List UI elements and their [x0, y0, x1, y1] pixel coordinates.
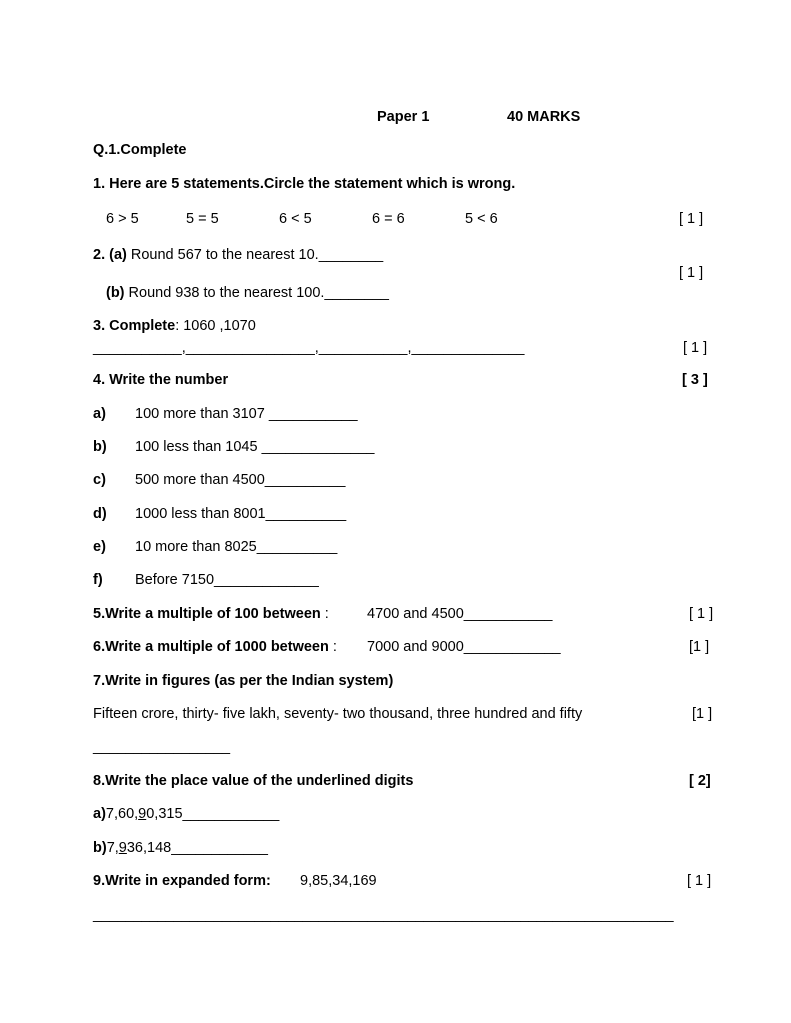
q7-heading: 7.Write in figures (as per the Indian system): [93, 673, 394, 689]
q8a-label: a): [93, 806, 106, 822]
q4-item-text: 100 less than 1045 ______________: [135, 439, 375, 455]
q1-mark: [ 1 ]: [679, 211, 704, 227]
q1-heading: 1. Here are 5 statements.Circle the statement which is wrong.: [93, 176, 516, 192]
q4-item-text: 100 more than 3107 ___________: [135, 406, 358, 422]
q4-mark: [ 3 ]: [682, 372, 708, 388]
q9-label: 9.Write in expanded form:: [93, 873, 271, 889]
q5-mark: [ 1 ]: [689, 606, 714, 622]
q9-answer-blank: ________________________________________________________________________: [93, 907, 674, 923]
q6-sep: :: [328, 639, 337, 655]
q2-mark: [ 1 ]: [679, 265, 704, 281]
q2b-label: (b): [106, 285, 125, 301]
q4-item-label: b): [93, 439, 107, 455]
q4-heading: 4. Write the number: [93, 372, 229, 388]
q9-text: 9,85,34,169: [300, 873, 377, 889]
q4-item-text: 10 more than 8025__________: [135, 539, 338, 555]
q8a-pre: 7,60,: [105, 806, 139, 822]
q8a-line: [93, 805, 279, 823]
q5-question: [93, 605, 329, 623]
q3-mark: [ 1 ]: [683, 340, 708, 356]
q4-item-label: a): [93, 406, 106, 422]
q5-sep: :: [320, 606, 329, 622]
q8b-label: b): [93, 840, 107, 856]
q8b-line: [93, 839, 268, 857]
q4-item-label: d): [93, 506, 107, 522]
q6-label: 6.Write a multiple of 1000 between: [93, 639, 329, 655]
q3-text: : 1060 ,1070: [175, 318, 256, 334]
q8-mark: [ 2]: [689, 773, 711, 789]
q4-item-text: 500 more than 4500__________: [135, 472, 346, 488]
q7-text: Fifteen crore, thirty- five lakh, seventy- two thousand, three hundred and fifty: [93, 706, 583, 722]
q4-item-label: e): [93, 539, 106, 555]
total-marks: 40 MARKS: [507, 109, 581, 125]
q7-answer-blank: _________________: [93, 739, 231, 755]
q5-label: 5.Write a multiple of 100 between: [93, 606, 321, 622]
q2a-label: 2. (a): [93, 247, 127, 263]
q1-statement: 5 < 6: [465, 211, 498, 227]
q1-statement: 6 < 5: [279, 211, 312, 227]
q8b-underlined-digit: 9: [118, 840, 127, 856]
q2b-line: [106, 284, 389, 302]
q4-item-text: Before 7150_____________: [135, 572, 319, 588]
q7-mark: [1 ]: [692, 706, 713, 722]
q4-item-label: c): [93, 472, 106, 488]
q6-text: 7000 and 9000____________: [367, 639, 561, 655]
q8-heading: 8.Write the place value of the underlined digits: [93, 773, 414, 789]
q8a-underlined-digit: 9: [138, 806, 147, 822]
q3-blanks: ___________,________________,___________,______________: [93, 340, 525, 356]
q8b-pre: 7,: [106, 840, 119, 856]
q6-question: [93, 638, 337, 656]
q2b-text: Round 938 to the nearest 100.________: [124, 285, 389, 301]
q1-statement: 5 = 5: [186, 211, 219, 227]
q1-statement: 6 > 5: [106, 211, 139, 227]
q8a-post: 0,315____________: [146, 806, 280, 822]
q3-label: 3. Complete: [93, 318, 176, 334]
q1-statement: 6 = 6: [372, 211, 405, 227]
q6-mark: [1 ]: [689, 639, 710, 655]
q2a-line: [93, 246, 383, 264]
q4-item-label: f): [93, 572, 103, 588]
q5-text: 4700 and 4500___________: [367, 606, 553, 622]
q3-line: [93, 317, 256, 335]
section-title: Q.1.Complete: [93, 142, 187, 158]
q9-mark: [ 1 ]: [687, 873, 712, 889]
q2a-text: Round 567 to the nearest 10.________: [126, 247, 384, 263]
paper-title: Paper 1: [377, 109, 430, 125]
q8b-post: 36,148____________: [126, 840, 268, 856]
q4-item-text: 1000 less than 8001__________: [135, 506, 347, 522]
